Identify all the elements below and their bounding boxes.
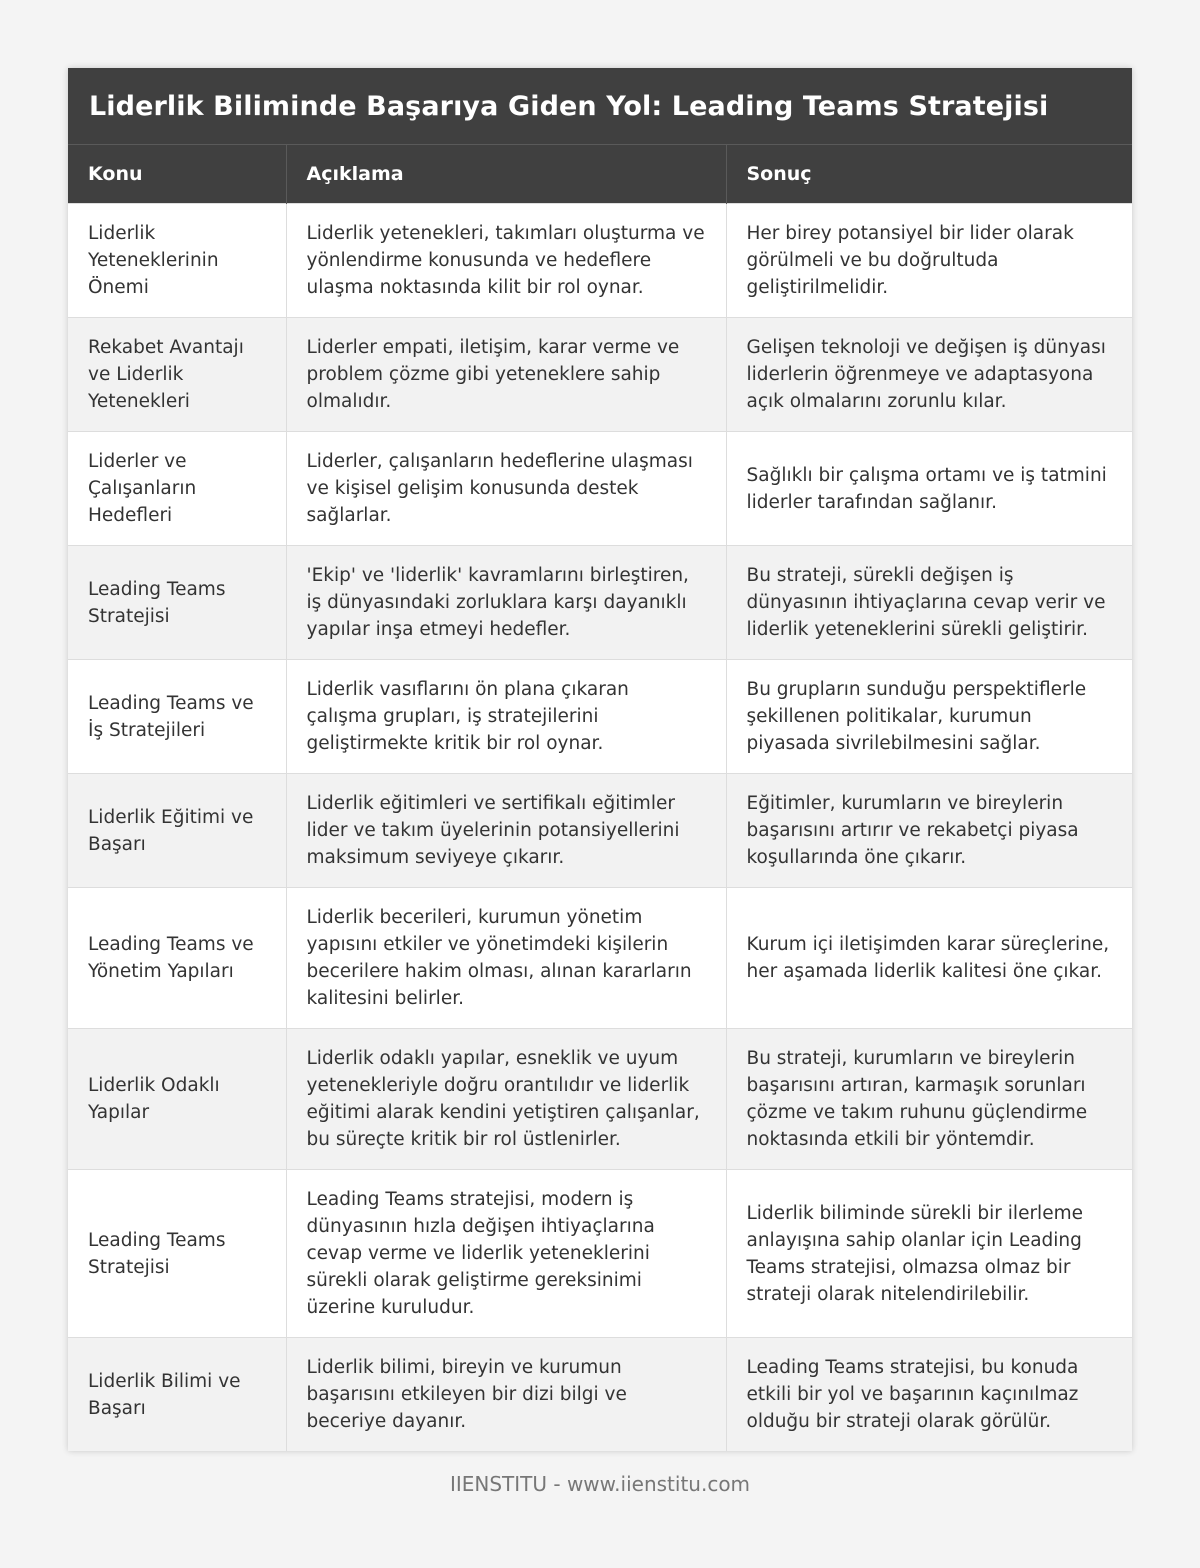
table-row [68,660,1132,774]
cell-sonuc: Sağlıklı bir çalışma ortamı ve iş tatmini liderler tarafından sağlanır. [726,432,1132,546]
table-row [68,318,1132,432]
column-header-aciklama: Açıklama [286,145,726,204]
data-table [68,144,1132,1451]
cell-sonuc: Bu strateji, sürekli değişen iş dünyasının ihtiyaçlarına cevap verir ve liderlik yeteneklerini sürekli geliştirir. [726,546,1132,660]
table-header-row [68,145,1132,204]
cell-sonuc: Liderlik biliminde sürekli bir ilerleme anlayışına sahip olanlar için Leading Teams stratejisi, olmazsa olmaz bir strateji olarak nitelendirilebilir. [726,1170,1132,1338]
cell-konu: Liderlik Bilimi ve Başarı [68,1338,286,1452]
table-row [68,1170,1132,1338]
cell-aciklama: Liderler empati, iletişim, karar verme ve problem çözme gibi yeteneklere sahip olmalıdır. [286,318,726,432]
table-card [68,68,1132,1451]
table-row [68,1029,1132,1170]
cell-sonuc: Bu strateji, kurumların ve bireylerin başarısını artıran, karmaşık sorunları çözme ve takım ruhunu güçlendirme noktasında etkili bir yöntemdir. [726,1029,1132,1170]
cell-konu: Liderler ve Çalışanların Hedefleri [68,432,286,546]
cell-aciklama: Liderlik odaklı yapılar, esneklik ve uyum yetenekleriyle doğru orantılıdır ve liderlik eğitimi alarak kendini yetiştiren çalışanlar, bu süreçte kritik bir rol üstlenirler. [286,1029,726,1170]
column-header-sonuc: Sonuç [726,145,1132,204]
table-row [68,546,1132,660]
cell-aciklama: Liderlik becerileri, kurumun yönetim yapısını etkiler ve yönetimdeki kişilerin becerilere hakim olması, alınan kararların kalitesini belirler. [286,888,726,1029]
cell-konu: Leading Teams ve Yönetim Yapıları [68,888,286,1029]
cell-aciklama: 'Ekip' ve 'liderlik' kavramlarını birleştiren, iş dünyasındaki zorluklara karşı dayanıklı yapılar inşa etmeyi hedefler. [286,546,726,660]
cell-sonuc: Kurum içi iletişimden karar süreçlerine, her aşamada liderlik kalitesi öne çıkar. [726,888,1132,1029]
column-header-konu: Konu [68,145,286,204]
cell-aciklama: Liderlik eğitimleri ve sertifikalı eğitimler lider ve takım üyelerinin potansiyellerini maksimum seviyeye çıkarır. [286,774,726,888]
cell-konu: Liderlik Eğitimi ve Başarı [68,774,286,888]
table-row [68,774,1132,888]
cell-aciklama: Liderlik vasıflarını ön plana çıkaran çalışma grupları, iş stratejilerini geliştirmekte kritik bir rol oynar. [286,660,726,774]
cell-konu: Rekabet Avantajı ve Liderlik Yetenekleri [68,318,286,432]
cell-sonuc: Gelişen teknoloji ve değişen iş dünyası liderlerin öğrenmeye ve adaptasyona açık olmalarını zorunlu kılar. [726,318,1132,432]
page-title: Liderlik Biliminde Başarıya Giden Yol: Leading Teams Stratejisi [89,90,1049,122]
title-bar [68,68,1132,144]
cell-konu: Liderlik Yeteneklerinin Önemi [68,204,286,318]
footer-credit: IIENSTITU - www.iienstitu.com [449,1472,751,1496]
cell-sonuc: Eğitimler, kurumların ve bireylerin başarısını artırır ve rekabetçi piyasa koşullarında öne çıkarır. [726,774,1132,888]
cell-konu: Liderlik Odaklı Yapılar [68,1029,286,1170]
table-row [68,1338,1132,1452]
cell-konu: Leading Teams ve İş Stratejileri [68,660,286,774]
cell-sonuc: Her birey potansiyel bir lider olarak görülmeli ve bu doğrultuda geliştirilmelidir. [726,204,1132,318]
cell-sonuc: Bu grupların sunduğu perspektiflerle şekillenen politikalar, kurumun piyasada sivrilebilmesini sağlar. [726,660,1132,774]
table-row [68,204,1132,318]
table-row [68,888,1132,1029]
cell-konu: Leading Teams Stratejisi [68,546,286,660]
cell-sonuc: Leading Teams stratejisi, bu konuda etkili bir yol ve başarının kaçınılmaz olduğu bir strateji olarak görülür. [726,1338,1132,1452]
cell-aciklama: Liderlik yetenekleri, takımları oluşturma ve yönlendirme konusunda ve hedeflere ulaşma noktasında kilit bir rol oynar. [286,204,726,318]
cell-aciklama: Liderler, çalışanların hedeflerine ulaşması ve kişisel gelişim konusunda destek sağlarlar. [286,432,726,546]
cell-aciklama: Liderlik bilimi, bireyin ve kurumun başarısını etkileyen bir dizi bilgi ve beceriye dayanır. [286,1338,726,1452]
table-row [68,432,1132,546]
cell-aciklama: Leading Teams stratejisi, modern iş dünyasının hızla değişen ihtiyaçlarına cevap verme ve liderlik yeteneklerini sürekli olarak geliştirme gereksinimi üzerine kuruludur. [286,1170,726,1338]
cell-konu: Leading Teams Stratejisi [68,1170,286,1338]
